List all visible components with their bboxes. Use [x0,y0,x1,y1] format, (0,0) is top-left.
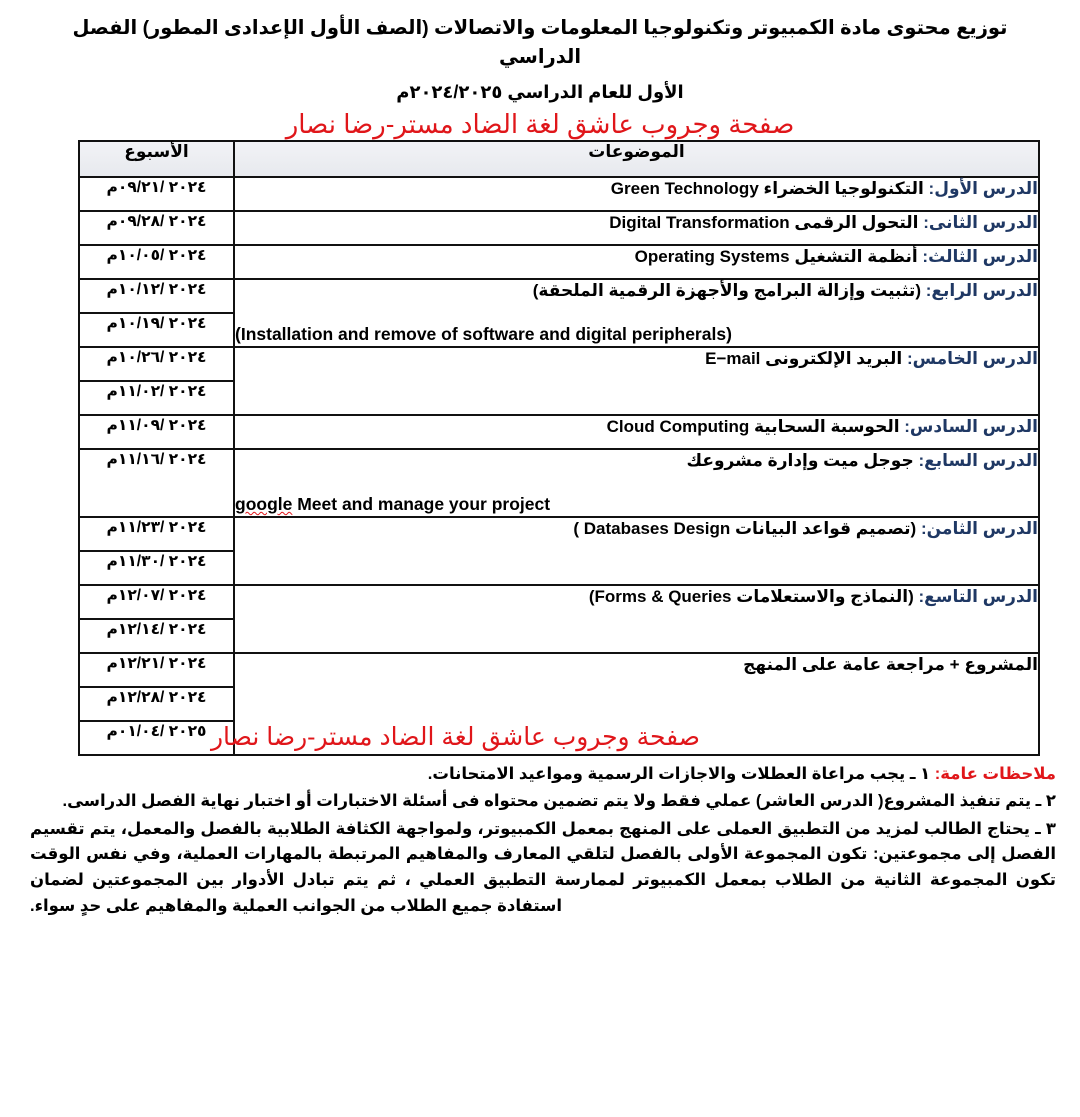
table-row [79,245,1039,279]
week-date-cell: ٢٠٢٤ /١١/١٦م [79,449,234,517]
column-header-topics: الموضوعات [234,141,1039,177]
lesson-label: الدرس الأول: [928,179,1038,199]
week-date-cell: ٢٠٢٤ /١٢/٠٧م [79,585,234,619]
table-row [79,653,1039,687]
lesson-title: (النماذج والاستعلامات Forms & Queries) [588,586,914,606]
week-date-cell: ٢٠٢٤ /١١/٣٠م [79,551,234,585]
lesson-title: أنظمة التشغيل Operating Systems [634,247,918,267]
topic-cell [234,415,1039,449]
note-paragraph [30,762,1056,788]
document-header [0,0,1080,106]
week-date-cell: ٢٠٢٤ /١٠/٢٦م [79,347,234,381]
table-header-row [79,141,1039,177]
page-title-line-2: الأول للعام الدراسي ٢٠٢٤/٢٠٢٥م [396,81,684,102]
note-paragraph [30,789,1056,815]
table-row [79,177,1039,211]
lesson-title: التحول الرقمى Digital Transformation [609,213,919,233]
week-date-cell: ٢٠٢٤ /١١/٠٢م [79,381,234,415]
table-row [79,279,1039,313]
column-header-week: الأسبوع [79,141,234,177]
lesson-label: الدرس السابع: [918,451,1038,471]
watermark-top: صفحة وجروب عاشق لغة الضاد مستر-رضا نصار [285,108,795,139]
week-date-cell: ٢٠٢٤ /١٢/٢١م [79,653,234,687]
week-date-cell: ٢٠٢٤ /١٠/٠٥م [79,245,234,279]
table-row [79,347,1039,381]
lesson-label: الدرس الرابع: [925,281,1038,301]
week-date-cell: ٢٠٢٤ /١٢/٢٨م [79,687,234,721]
note-text: ٣ ـ يحتاج الطالب لمزيد من التطبيق العملى على المنهج بمعمل الكمبيوتر، ولمواجهة الكثافة الطلابية بالفصل والمعمل، يتم تقسيم الفصل إلى مجموعتين: تكون المجموعة الأولى بالفصل لتلقي المعارف والمفاهيم المرتبطة بالمهارات العملية، وفي نفس الوقت تكون المجموعة الثانية من الطلاب بمعمل الكمبيوتر لممارسة التطبيق العملي ، ثم يتم تبادل الأدوار بين المجموعتين لضمان استفادة جميع الطلاب من الجوانب العملية والمفاهيم على حدٍ سواء. [30,819,1056,915]
lesson-title: المشروع + مراجعة عامة على المنهج [743,654,1038,674]
lesson-label: الدرس الخامس: [906,349,1038,369]
week-date-cell: ٢٠٢٤ /١٢/١٤م [79,619,234,653]
lesson-title: جوجل ميت وإدارة مشروعك [686,451,914,471]
table-row [79,211,1039,245]
topic-text [235,416,1038,439]
notes-heading: ملاحظات عامة: [934,764,1056,783]
lesson-title: (تثبيت وإزالة البرامج والأجهزة الرقمية الملحقة) [532,281,921,301]
table-body [79,177,1039,755]
lesson-label: الدرس الثانى: [923,213,1038,233]
topic-cell [234,347,1039,415]
week-date-cell: ٢٠٢٤ /١٠/١٢م [79,279,234,313]
topic-cell [234,177,1039,211]
schedule-table [78,140,1040,756]
lesson-title: التكنولوجيا الخضراء Green Technology [610,179,924,199]
lesson-label: الدرس الثالث: [922,247,1038,267]
table-row [79,585,1039,619]
topic-cell [234,245,1039,279]
topic-cell [234,585,1039,653]
schedule-table-container [0,140,1080,756]
topic-text [235,178,1038,201]
lesson-title: البريد الإلكترونى E−mail [705,349,903,369]
topic-cell [234,211,1039,245]
watermark-bottom: صفحة وجروب عاشق لغة الضاد مستر-رضا نصار [210,722,700,751]
topic-cell [234,517,1039,585]
lesson-title: الحوسبة السحابية Cloud Computing [606,417,900,437]
lesson-title: (تصميم قواعد البيانات Databases Design ) [573,518,917,538]
week-date-cell: ٢٠٢٤ /٠٩/٢١م [79,177,234,211]
note-paragraph [30,817,1056,919]
topic-text [235,654,1038,677]
topic-cell [234,279,1039,347]
topic-text [235,280,1038,303]
lesson-label: الدرس الثامن: [920,518,1038,538]
spellcheck-underlined-word: google [235,494,293,515]
topic-text [235,518,1038,541]
week-date-cell: ٢٠٢٤ /١١/٠٩م [79,415,234,449]
week-date-cell: ٢٠٢٤ /١١/٢٣م [79,517,234,551]
note-text: ١ ـ يجب مراعاة العطلات والاجازات الرسمية ومواعيد الامتحانات. [427,764,931,783]
lesson-label: الدرس السادس: [904,417,1038,437]
topic-text [235,450,1038,473]
topic-text [235,212,1038,235]
table-row [79,517,1039,551]
topic-cell [234,653,1039,755]
note-text: ٢ ـ يتم تنفيذ المشروع( الدرس العاشر) عملي فقط ولا يتم تضمين محتواه فى أسئلة الاختبارات أو اختبار نهاية الفصل الدراسى. [62,792,1056,811]
week-date-cell: ٢٠٢٤ /١٠/١٩م [79,313,234,347]
lesson-title-english: google Meet and manage your project [235,494,551,515]
topic-text [235,246,1038,269]
table-head [79,141,1039,177]
table-row [79,415,1039,449]
table-row [79,449,1039,517]
topic-text [235,586,1038,609]
page-title-line-1: توزيع محتوى مادة الكمبيوتر وتكنولوجيا المعلومات والاتصالات (الصف الأول الإعدادى المطور) الفصل الدراسي [72,17,1008,69]
general-notes-section [0,756,1080,927]
lesson-title-english: (Installation and remove of software and digital peripherals) [235,324,732,345]
topic-cell [234,449,1039,517]
week-date-cell: ٢٠٢٤ /٠٩/٢٨م [79,211,234,245]
topic-text [235,348,1038,371]
week-date-cell: ٢٠٢٥ /٠١/٠٤م [79,721,234,755]
lesson-label: الدرس التاسع: [918,586,1038,606]
